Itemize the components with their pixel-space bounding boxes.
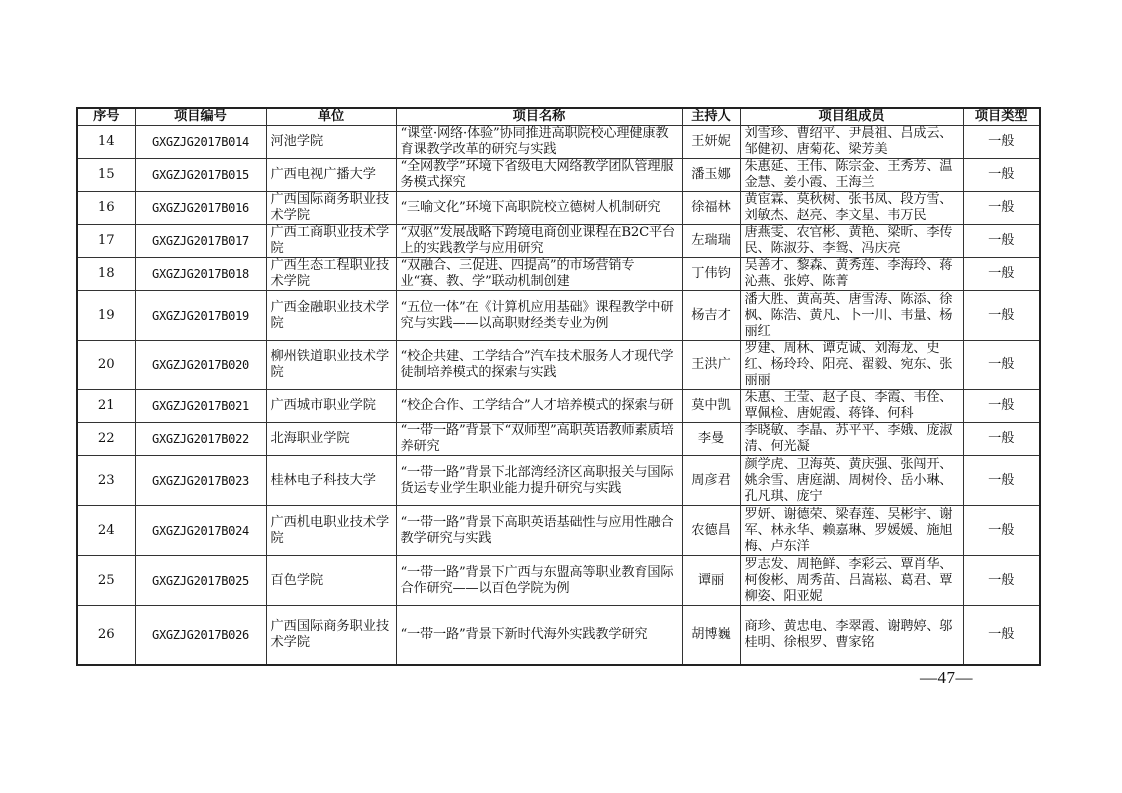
cell-members: 朱惠延、王伟、陈宗金、王秀芳、温金慧、姜小霞、王海兰 (740, 159, 963, 192)
cell-seq: 16 (77, 192, 135, 225)
cell-seq: 17 (77, 225, 135, 258)
cell-seq: 20 (77, 341, 135, 390)
cell-project-name: “三喻文化”环境下高职院校立德树人机制研究 (396, 192, 682, 225)
table-row (77, 556, 1040, 606)
cell-host: 农德昌 (682, 506, 740, 556)
table-row (77, 506, 1040, 556)
header-project-code: 项目编号 (135, 108, 266, 126)
cell-project-type: 一般 (963, 606, 1040, 665)
cell-unit: 广西电视广播大学 (266, 159, 396, 192)
cell-seq: 14 (77, 126, 135, 159)
table-row (77, 225, 1040, 258)
cell-members: 刘雪珍、曹绍平、尹晨祖、吕成云、邹健初、唐菊花、梁芳美 (740, 126, 963, 159)
cell-project-name: “五位一体”在《计算机应用基础》课程教学中研究与实践——以高职财经类专业为例 (396, 291, 682, 341)
header-members: 项目组成员 (740, 108, 963, 126)
header-host: 主持人 (682, 108, 740, 126)
cell-project-code: GXGZJG2017B016 (135, 192, 266, 225)
table-row (77, 291, 1040, 341)
cell-unit: 广西机电职业技术学院 (266, 506, 396, 556)
cell-seq: 26 (77, 606, 135, 665)
cell-project-type: 一般 (963, 291, 1040, 341)
cell-project-name: “一带一路”背景下高职英语基础性与应用性融合教学研究与实践 (396, 506, 682, 556)
cell-project-code: GXGZJG2017B015 (135, 159, 266, 192)
cell-project-type: 一般 (963, 456, 1040, 506)
header-unit: 单位 (266, 108, 396, 126)
cell-host: 周彦君 (682, 456, 740, 506)
cell-host: 莫中凯 (682, 390, 740, 423)
cell-host: 胡博巍 (682, 606, 740, 665)
cell-project-code: GXGZJG2017B025 (135, 556, 266, 606)
cell-project-code: GXGZJG2017B019 (135, 291, 266, 341)
cell-host: 徐福林 (682, 192, 740, 225)
table-row (77, 341, 1040, 390)
cell-members: 潘大胜、黄高英、唐雪涛、陈添、徐枫、陈浩、黄凡、卜一川、韦量、杨丽红 (740, 291, 963, 341)
cell-project-code: GXGZJG2017B022 (135, 423, 266, 456)
table-row (77, 606, 1040, 665)
cell-project-name: “双融合、三促进、四提高”的市场营销专业“赛、教、学”联动机制创建 (396, 258, 682, 291)
cell-host: 左瑞瑞 (682, 225, 740, 258)
cell-host: 丁伟钧 (682, 258, 740, 291)
table-row (77, 390, 1040, 423)
cell-project-name: “一带一路”背景下广西与东盟高等职业教育国际合作研究——以百色学院为例 (396, 556, 682, 606)
cell-project-name: “双驱”发展战略下跨境电商创业课程在B2C平台上的实践教学与应用研究 (396, 225, 682, 258)
header-project-type: 项目类型 (963, 108, 1040, 126)
cell-members: 罗妍、谢德荣、梁春莲、吴彬宇、谢军、林永华、赖嘉琳、罗媛媛、施旭梅、卢东洋 (740, 506, 963, 556)
table-row (77, 159, 1040, 192)
cell-host: 潘玉娜 (682, 159, 740, 192)
cell-seq: 23 (77, 456, 135, 506)
cell-project-type: 一般 (963, 390, 1040, 423)
cell-project-name: “课堂·网络·体验”协同推进高职院校心理健康教育课教学改革的研究与实践 (396, 126, 682, 159)
cell-members: 商珍、黄忠电、李翠霞、谢聘婷、邬桂明、徐根罗、曹家铭 (740, 606, 963, 665)
cell-project-type: 一般 (963, 126, 1040, 159)
table-row (77, 258, 1040, 291)
cell-project-type: 一般 (963, 159, 1040, 192)
cell-project-name: “校企合作、工学结合”人才培养模式的探索与研 (396, 390, 682, 423)
project-table (76, 107, 1041, 666)
cell-project-code: GXGZJG2017B020 (135, 341, 266, 390)
cell-project-type: 一般 (963, 506, 1040, 556)
cell-unit: 广西生态工程职业技术学院 (266, 258, 396, 291)
cell-unit: 百色学院 (266, 556, 396, 606)
cell-seq: 15 (77, 159, 135, 192)
cell-members: 颜学虎、卫海英、黄庆强、张闯开、姚余雪、唐庭湖、周树伶、岳小琳、孔凡琪、庞宁 (740, 456, 963, 506)
cell-seq: 18 (77, 258, 135, 291)
table-row (77, 456, 1040, 506)
cell-project-code: GXGZJG2017B026 (135, 606, 266, 665)
cell-project-type: 一般 (963, 258, 1040, 291)
cell-project-type: 一般 (963, 225, 1040, 258)
cell-project-code: GXGZJG2017B024 (135, 506, 266, 556)
page-number: —47— (920, 668, 973, 687)
cell-host: 谭丽 (682, 556, 740, 606)
cell-members: 罗志发、周艳鲜、李彩云、覃肖华、柯俊彬、周秀苗、吕嵩崧、葛君、覃柳姿、阳亚妮 (740, 556, 963, 606)
cell-seq: 21 (77, 390, 135, 423)
header-project-name: 项目名称 (396, 108, 682, 126)
cell-project-name: “校企共建、工学结合”汽车技术服务人才现代学徒制培养模式的探索与实践 (396, 341, 682, 390)
cell-seq: 24 (77, 506, 135, 556)
cell-host: 王洪广 (682, 341, 740, 390)
cell-project-code: GXGZJG2017B017 (135, 225, 266, 258)
cell-seq: 19 (77, 291, 135, 341)
cell-host: 杨吉才 (682, 291, 740, 341)
cell-project-type: 一般 (963, 341, 1040, 390)
cell-members: 黄宦霖、莫秋树、张书凤、段方雪、刘敏杰、赵亮、李文星、韦万民 (740, 192, 963, 225)
cell-project-code: GXGZJG2017B014 (135, 126, 266, 159)
cell-host: 李曼 (682, 423, 740, 456)
cell-host: 王妍妮 (682, 126, 740, 159)
cell-seq: 22 (77, 423, 135, 456)
table-row (77, 423, 1040, 456)
cell-unit: 广西工商职业技术学院 (266, 225, 396, 258)
cell-project-type: 一般 (963, 423, 1040, 456)
cell-unit: 桂林电子科技大学 (266, 456, 396, 506)
cell-project-name: “全网教学”环境下省级电大网络教学团队管理服务模式探究 (396, 159, 682, 192)
cell-project-code: GXGZJG2017B018 (135, 258, 266, 291)
cell-members: 李晓敏、李晶、苏平平、李娥、庞淑清、何光凝 (740, 423, 963, 456)
header-seq: 序号 (77, 108, 135, 126)
cell-members: 吴善才、黎森、黄秀莲、李海玲、蒋沁燕、张婷、陈菁 (740, 258, 963, 291)
cell-project-type: 一般 (963, 192, 1040, 225)
cell-unit: 柳州铁道职业技术学院 (266, 341, 396, 390)
cell-project-name: “一带一路”背景下“双师型”高职英语教师素质培养研究 (396, 423, 682, 456)
cell-project-code: GXGZJG2017B023 (135, 456, 266, 506)
cell-project-code: GXGZJG2017B021 (135, 390, 266, 423)
cell-unit: 河池学院 (266, 126, 396, 159)
cell-unit: 广西国际商务职业技术学院 (266, 606, 396, 665)
cell-members: 唐燕雯、农官彬、黄艳、梁昕、李传民、陈淑芬、李鸳、冯庆亮 (740, 225, 963, 258)
table-row (77, 126, 1040, 159)
cell-project-name: “一带一路”背景下新时代海外实践教学研究 (396, 606, 682, 665)
cell-seq: 25 (77, 556, 135, 606)
cell-project-name: “一带一路”背景下北部湾经济区高职报关与国际货运专业学生职业能力提升研究与实践 (396, 456, 682, 506)
cell-members: 朱惠、王莹、赵子良、李霞、韦佺、覃佩检、唐妮霞、蒋锋、何科 (740, 390, 963, 423)
cell-project-type: 一般 (963, 556, 1040, 606)
cell-unit: 广西国际商务职业技术学院 (266, 192, 396, 225)
cell-unit: 广西金融职业技术学院 (266, 291, 396, 341)
cell-unit: 北海职业学院 (266, 423, 396, 456)
table-row (77, 192, 1040, 225)
table-header-row (77, 108, 1040, 126)
cell-members: 罗建、周林、谭克诚、刘海龙、史红、杨玲玲、阳亮、翟毅、宛东、张丽丽 (740, 341, 963, 390)
cell-unit: 广西城市职业学院 (266, 390, 396, 423)
